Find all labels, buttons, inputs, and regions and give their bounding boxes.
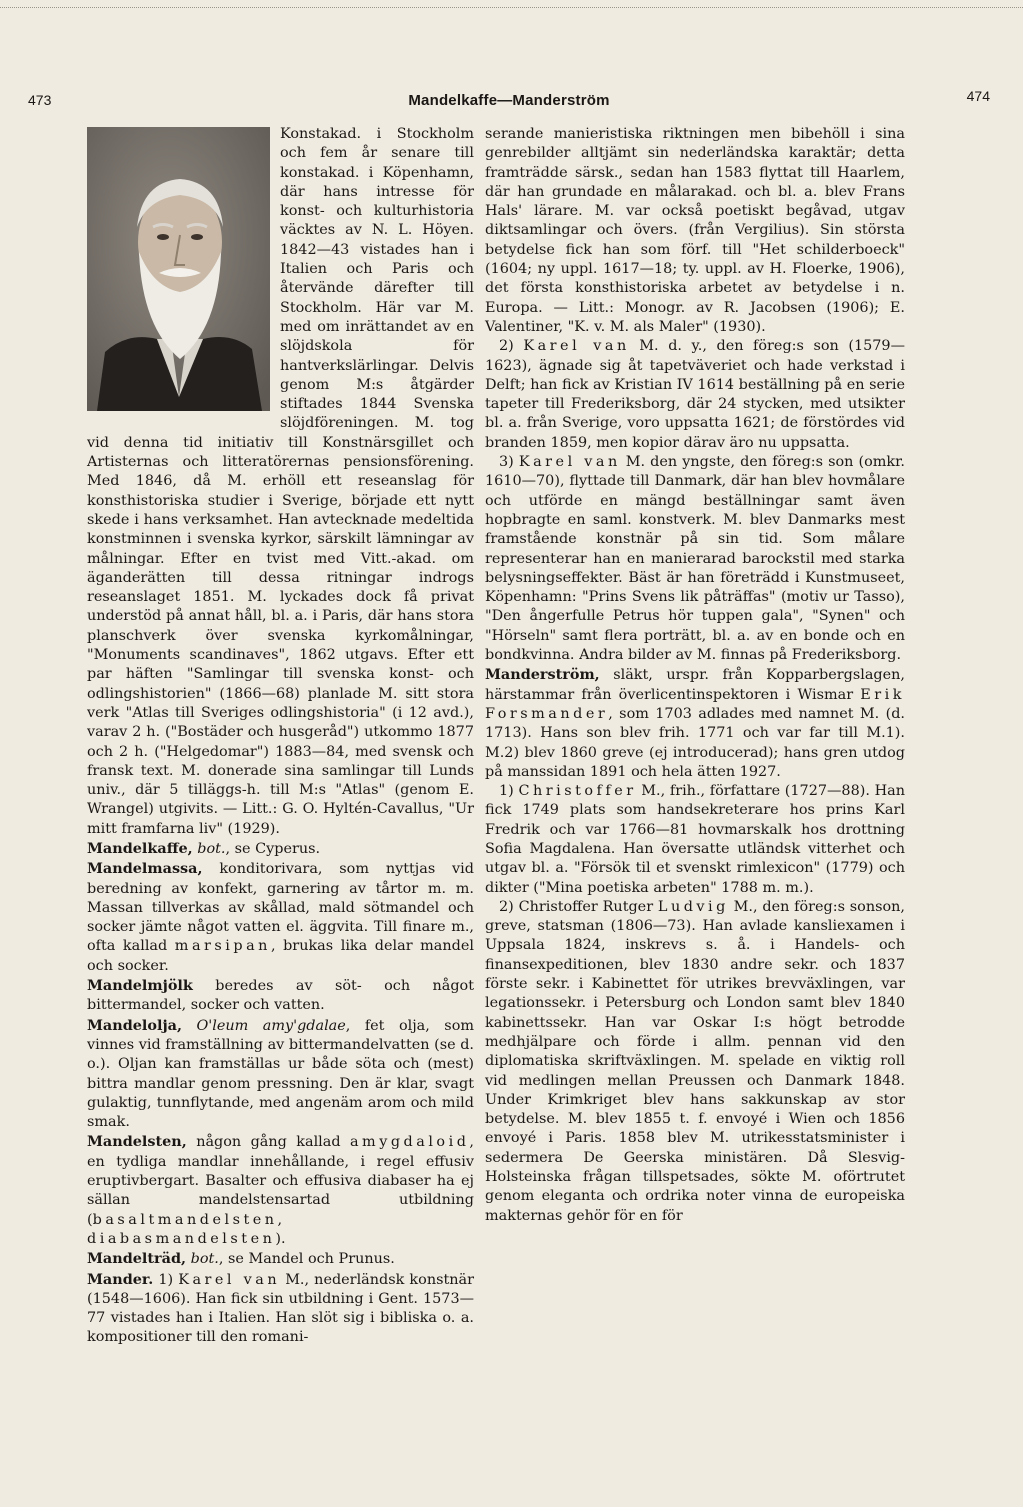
- spaced-term: Karel van: [178, 1271, 281, 1288]
- entry-manderstrom: [485, 665, 905, 782]
- entry-headword: Mander.: [87, 1270, 154, 1288]
- running-head: [28, 88, 990, 116]
- entry-headword: Mandelmjölk: [87, 977, 193, 995]
- entry-abbreviation: bot.: [190, 1251, 219, 1268]
- entry-mandelkaffe: [87, 839, 474, 859]
- right-column: [485, 125, 905, 1226]
- entry-headword: Mandelträd,: [87, 1250, 187, 1268]
- left-column: [87, 125, 474, 1348]
- spaced-term: marsipan: [174, 938, 271, 955]
- paragraph-mander-continued: serande manieristiska riktningen men bibehöll i sina genrebilder alltjämt sin nederländska karaktär; detta framträdde särsk., sedan han 1583 flyttat till Haarlem, där han grundade en målarakad. och bl. a. blev Frans Hals' lärare. M. var också poetiskt begåvad, utgav diktsamlingar och övers. (från Vergilius). Sin största betydelse fick han som förf. till "Het schilderboeck" (1604; ny uppl. 1617—18; ty. uppl. av H. Floerke, 1906), det första konsthistoriska arbetet av betydelse i n. Europa. — Litt.: Monogr. av R. Jacobsen (1906); E. Valentiner, "K. v. M. als Maler" (1930).: [485, 126, 905, 335]
- entry-text: M. d. y., den föreg:s son (1579—1623), ägnade sig åt tapetväveriet och hade verkstad i Delft; han fick av Kristian IV 1614 beställning på en serie tapeter till Frederiksborg, där 24 stycken, med utsikter bl. a. från Sverige, voro uppsatta 1621; de förstördes vid branden 1859, men kopior därav äro nu uppsatta.: [485, 338, 905, 451]
- entry-text: 1): [153, 1271, 179, 1288]
- entry-text: ).: [275, 1230, 286, 1247]
- entry-abbreviation: bot.: [197, 840, 226, 857]
- entry-text: , en tydliga mandlar innehållande, i regel effusiv eruptivbergart. Basalter och effusiva diabaser ha ej sällan mandelstensartad utbildning (: [87, 1134, 474, 1228]
- entry-text: M., frih., författare (1727—88). Han fick 1749 plats som handsekreterare hos prins Karl Fredrik och var 1766—81 hovmarskalk hos drottning Sofia Magdalena. Han översatte utländsk vitterhet och utgav bl. a. "Försök til et svenskt rimlexicon" (1779) och dikter ("Mina poetiska arbeten" 1788 m. m.).: [485, 783, 905, 896]
- portrait-photo: [87, 127, 270, 411]
- entry-text: någon gång kallad: [186, 1134, 350, 1151]
- entry-headword: Mandelsten,: [87, 1133, 187, 1151]
- entry-mandelmjolk: [87, 976, 474, 1016]
- paragraph-christoffer-manderstrom: [485, 782, 905, 898]
- entry-headword: Mandelmassa,: [87, 860, 203, 878]
- entry-number: 1): [499, 783, 519, 800]
- top-rule: [0, 7, 1023, 8]
- entry-text: , se Cyperus.: [225, 840, 321, 857]
- entry-mandelsten: [87, 1132, 474, 1249]
- entry-number: 2): [499, 338, 524, 355]
- entry-text: M. den yngste, den föreg:s son (omkr. 1610—70), flyttade till Danmark, där han blev hovmålare och utförde en mängd beställningar samt även hopbragte en saml. konstverk. M. blev Danmarks mest framstående konstnär på sin tid. Som målare representerar han en manierarad barockstil med starka belysningseffekter. Bäst är han företrädd i Kunstmuseet, Köpenhamn: "Prins Svens lik påträffas" (motiv ur Tasso), "Den ångerfulle Petrus hör tuppen gala", "Synen" och "Hörseln" samt flera porträtt, bl. a. av en bonde och en bondkvinna. Andra bilder av M. finnas på Frederiksborg.: [485, 454, 905, 664]
- paragraph-text: Konstakad. i Stockholm och fem år senare till konstakad. i Köpenhamn, där hans intresse för konst- och kulturhistoria väcktes av N. L. Höyen. 1842—43 vistades han i Italien och Paris och återvände därefter till Stockholm. Här var M. med om inrättandet av en slöjdskola för hantverkslärlingar. Delvis genom M:s åtgärder stiftades 1844 Svenska slöjdföreningen. M. tog vid denna tid initiativ till Konstnärsgillet och Artisternas och litteratörernas pensionsförening. Med 1846, då M. erhöll ett reseanslag för konsthistoriska studier i Sverige, började ett nytt skede i hans verksamhet. Han avtecknade medeltida konstminnen i svenska kyrkor, särskilt lämningar av målningar. Efter en tvist med Vitt.-akad. om äganderätten till dessa ritningar indrogs reseanslaget 1851. M. lyckades dock få privat understöd på annat håll, bl. a. i Paris, där hans stora planschverk över svenska kyrkomålningar, "Monuments scandinaves", 1862 utgavs. Efter ett par häften "Samlingar till svenska konst- och odlingshistorien" (1866—68) planlade M. sitt stora verk "Atlas till Sveriges odlingshistoria" (i 12 avd.), varav 2 h. ("Bostäder och husgeråd") utkommo 1877 och 2 h. ("Helgedomar") 1883—84, med svensk och fransk text. M. donerade sina samlingar till Lunds univ., där 5 tilläggs-h. till M:s "Atlas" (genom E. Wrangel) utgivits. — Litt.: G. O. Hyltén-Cavallus, "Ur mitt framfarna liv" (1929).: [87, 126, 474, 837]
- spaced-term: Karel van: [523, 338, 630, 355]
- entry-text: ,: [277, 1211, 283, 1228]
- left-page-number: 473: [28, 92, 52, 108]
- entry-headword: Manderström,: [485, 666, 600, 684]
- entry-text: M., den föreg:s sonson, greve, statsman (1806—73). Han avlade kansliexamen i Uppsala 1824, inskrevs s. å. i Handels- och finansexpeditionen, blev 1830 andre sekr. och 1837 förste sekr. i Kabinettet för utrikes brevväxlingen, var legationssekr. i Petersburg och London samt blev 1840 kabinettssekr. Han var Oskar I:s högt betrodde medhjälpare och förde i allm. pennan vid den diplomatiska skriftväxlingen. M. spelade en viktig roll vid medlingen mellan Preussen och Danmark 1848. Under Krimkriget blev hans sakkunskap av stor betydelse. M. blev 1855 t. f. envoyé i Wien och 1856 envoyé i Paris. 1858 blev M. utrikesstatsminister i sedermera De Geerska ministären. Då Slesvig-Holsteinska frågan tillspetsades, sökte M. oförtrutet genom eleganta och ordrika noter vinna de europeiska makternas gehör för en för: [485, 898, 906, 1224]
- entry-mandelmassa: [87, 859, 474, 976]
- entry-text: M., nederländsk konstnär (1548—1606). Han fick sin utbildning i Gent. 1573—77 vistades han i Italien. Han slöt sig i bibliska o. a. kompositioner till den romani-: [87, 1271, 474, 1346]
- paragraph-ludvig-manderstrom: [485, 898, 905, 1226]
- entry-mander-continued: [87, 125, 474, 839]
- latin-name: O'leum amy'gdalae: [196, 1017, 346, 1034]
- entry-text: 2) Christoffer Rutger: [499, 898, 658, 915]
- spaced-term: Ludvig: [657, 898, 729, 915]
- entry-text: , se Mandel och Prunus.: [218, 1251, 395, 1268]
- spaced-term: diabasmandelsten: [87, 1230, 276, 1247]
- entry-mander: [87, 1270, 474, 1348]
- entry-mandeltrad: [87, 1249, 474, 1269]
- page-title: Mandelkaffe—Manderström: [408, 92, 610, 109]
- portrait-illustration: [87, 127, 270, 411]
- entry-text: konditorivara, som nyttjas vid beredning av konfekt, garnering av tårtor m. m. Massan tillverkas av skållad, mald sötmandel och socker jämte något vatten el. äggvita. Till finare m., ofta kallad: [87, 861, 474, 955]
- paragraph-karel-van-mander-dy: [485, 337, 905, 453]
- entry-text: , brukas lika delar mandel och socker.: [87, 938, 474, 974]
- entry-mandelolja: [87, 1016, 474, 1133]
- paragraph-karel-van-mander-yngste: [485, 453, 905, 665]
- entry-text: släkt, urspr. från Kopparbergslagen, härstammar från överlicentinspektoren i Wismar: [485, 667, 905, 703]
- entry-text: , fet olja, som vinnes vid framställning av bittermandelvatten (se d. o.). Oljan kan framställas ur både söta och (mest) bittra mandlar genom pressning. Den är klar, svagt gulaktig, tunnflytande, med angenäm arom och mild smak.: [87, 1017, 474, 1131]
- spaced-term: Karel van: [518, 454, 621, 471]
- spaced-term: amygdaloid: [349, 1134, 470, 1151]
- spaced-term: Erik Forsmander: [485, 686, 905, 722]
- spaced-term: basaltmandelsten: [92, 1211, 278, 1228]
- entry-headword: Mandelkaffe,: [87, 839, 193, 857]
- right-page-number: 474: [966, 88, 990, 104]
- spaced-term: Christoffer: [518, 783, 637, 800]
- entry-headword: Mandelolja,: [87, 1016, 183, 1034]
- entry-number: 3): [499, 454, 519, 471]
- entry-text: , som 1703 adlades med namnet M. (d. 1713). Hans son blev frih. 1771 och var far till M.1). M.2) blev 1860 greve (ej introducerad); hans gren utdog på manssidan 1891 och hela ätten 1927.: [485, 705, 905, 780]
- entry-text: beredes av söt- och något bittermandel, socker och vatten.: [87, 978, 474, 1014]
